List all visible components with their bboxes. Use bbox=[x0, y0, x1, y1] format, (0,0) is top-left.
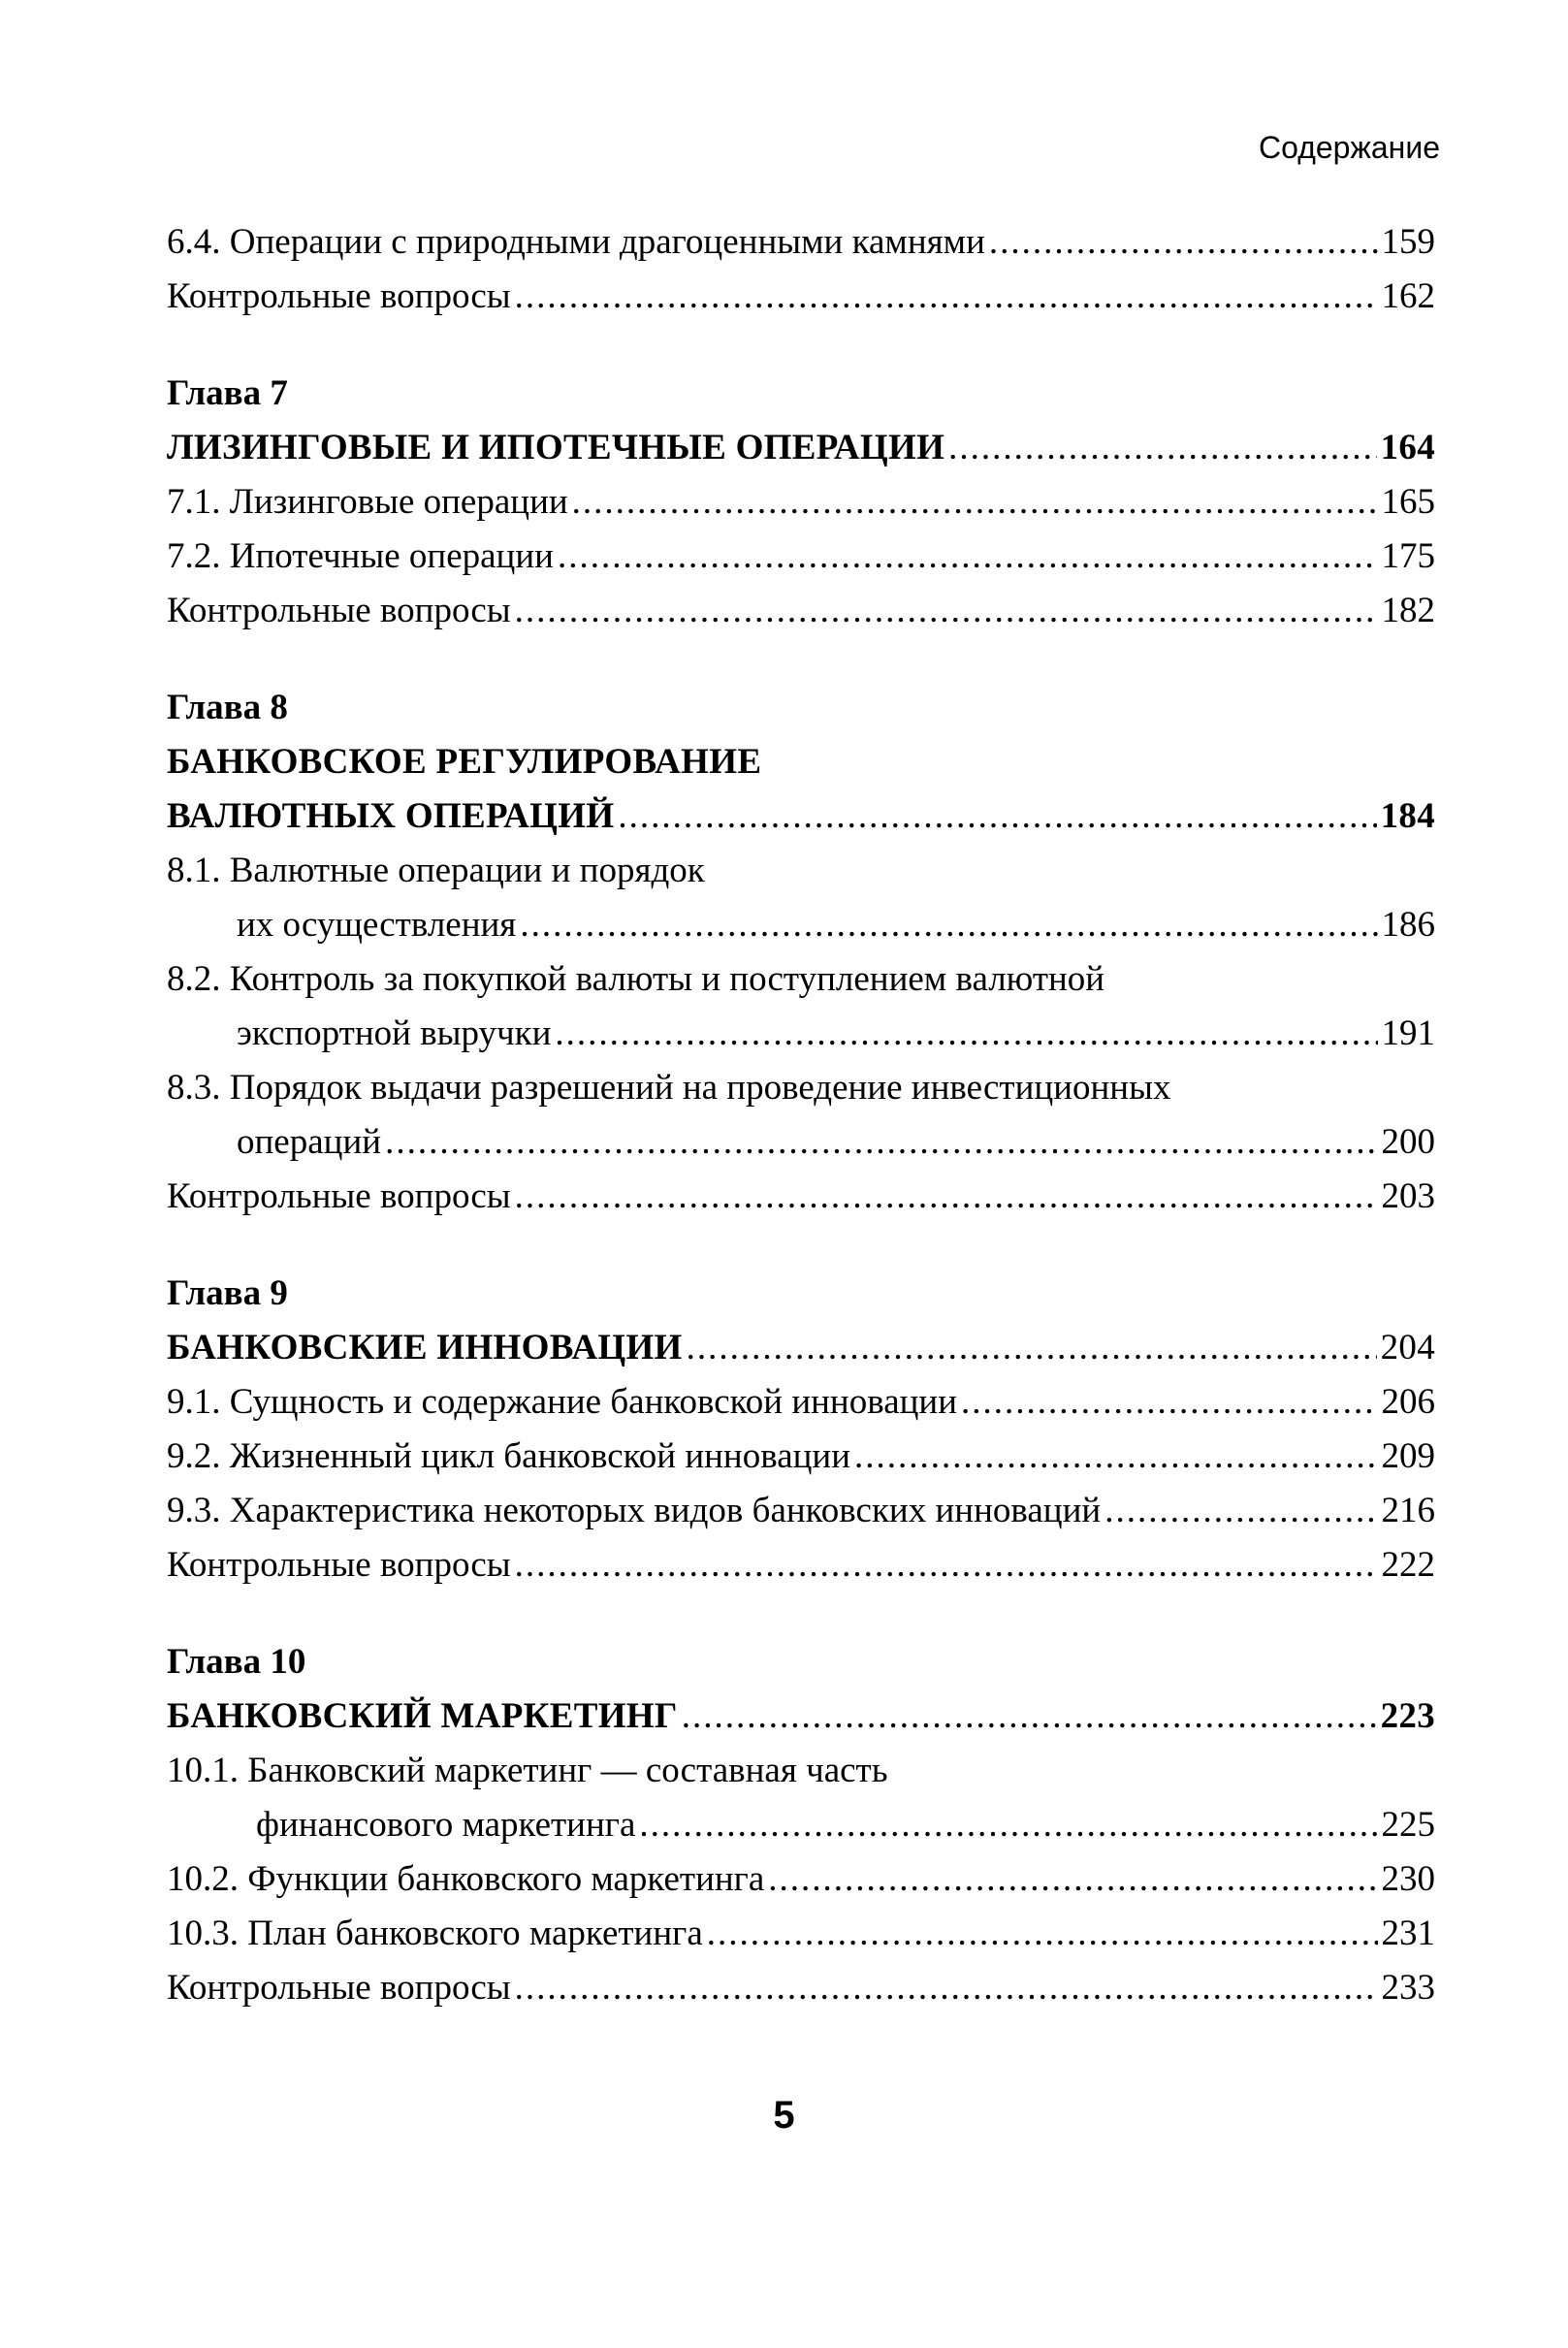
dot-leader bbox=[515, 1961, 1378, 2015]
chapter-9-label: Глава 9 bbox=[167, 1273, 288, 1313]
toc-entry-8-3 bbox=[167, 1115, 1435, 1170]
chapter-8-title-row bbox=[167, 789, 1435, 844]
toc-entry-10-2 bbox=[167, 1852, 1435, 1907]
toc-page-number: 162 bbox=[1381, 276, 1435, 316]
toc-entry-title: 10.2. Функции банковского маркетинга bbox=[167, 1859, 765, 1899]
dot-leader bbox=[682, 1689, 1377, 1744]
toc-page-number: 182 bbox=[1381, 591, 1435, 630]
toc-page-number: 225 bbox=[1381, 1805, 1435, 1845]
toc-entry-ch9-questions bbox=[167, 1538, 1435, 1592]
chapter-title: ВАЛЮТНЫХ ОПЕРАЦИЙ bbox=[167, 796, 615, 836]
toc-entry-title: финансового маркетинга bbox=[256, 1805, 636, 1845]
toc-entry-ch6-questions bbox=[167, 270, 1435, 324]
toc-page-number: 223 bbox=[1380, 1696, 1435, 1736]
chapter-8-title-line1: БАНКОВСКОЕ РЕГУЛИРОВАНИЕ bbox=[167, 742, 762, 782]
toc-entry-8-1 bbox=[167, 898, 1435, 952]
toc-entry-8-1-line1: 8.1. Валютные операции и порядок bbox=[167, 851, 705, 890]
toc-entry-6-4 bbox=[167, 215, 1435, 270]
dot-leader bbox=[520, 898, 1377, 952]
toc-page-number: 204 bbox=[1380, 1328, 1435, 1367]
toc-entry-10-3 bbox=[167, 1907, 1435, 1961]
toc-page-number: 165 bbox=[1381, 482, 1435, 522]
toc-entry-title: Контрольные вопросы bbox=[167, 276, 511, 316]
toc-page-number: 203 bbox=[1381, 1176, 1435, 1216]
toc-entry-7-2 bbox=[167, 530, 1435, 584]
dot-leader bbox=[515, 1170, 1378, 1224]
toc-page-number: 159 bbox=[1381, 222, 1435, 262]
toc-entry-title: 9.1. Сущность и содержание банковской инновации bbox=[167, 1382, 958, 1422]
toc-entry-title: Контрольные вопросы bbox=[167, 1176, 511, 1216]
toc-page-number: 206 bbox=[1381, 1382, 1435, 1422]
toc-entry-10-1-line1: 10.1. Банковский маркетинг — составная часть bbox=[167, 1751, 888, 1790]
dot-leader bbox=[989, 215, 1378, 270]
dot-leader bbox=[854, 1430, 1377, 1484]
dot-leader bbox=[572, 475, 1378, 530]
dot-leader bbox=[515, 584, 1378, 638]
chapter-title: ЛИЗИНГОВЫЕ И ИПОТЕЧНЫЕ ОПЕРАЦИИ bbox=[167, 428, 945, 467]
toc-entry-title: 10.3. План банковского маркетинга bbox=[167, 1914, 703, 1953]
chapter-10-title-row bbox=[167, 1689, 1435, 1744]
dot-leader bbox=[1104, 1484, 1377, 1538]
toc-entry-9-2 bbox=[167, 1430, 1435, 1484]
toc-page-number: 209 bbox=[1381, 1436, 1435, 1476]
chapter-7-title-row bbox=[167, 421, 1435, 475]
toc-entry-title: 9.2. Жизненный цикл банковской инновации bbox=[167, 1436, 851, 1476]
chapter-10-label: Глава 10 bbox=[167, 1642, 306, 1682]
toc-entry-ch10-questions bbox=[167, 1961, 1435, 2015]
dot-leader bbox=[687, 1321, 1377, 1375]
chapter-8-label: Глава 8 bbox=[167, 688, 288, 727]
toc-entry-title: 7.1. Лизинговые операции bbox=[167, 482, 568, 522]
toc-entry-title: 6.4. Операции с природными драгоценными камнями bbox=[167, 222, 985, 262]
table-of-contents bbox=[167, 215, 1435, 2015]
dot-leader bbox=[768, 1852, 1377, 1907]
dot-leader bbox=[515, 270, 1378, 324]
toc-page-number: 230 bbox=[1381, 1859, 1435, 1899]
toc-page-number: 216 bbox=[1381, 1491, 1435, 1530]
page-number: 5 bbox=[773, 2094, 795, 2137]
toc-page-number: 184 bbox=[1380, 796, 1435, 836]
chapter-9-title-row bbox=[167, 1321, 1435, 1375]
chapter-title: БАНКОВСКИЙ МАРКЕТИНГ bbox=[167, 1696, 678, 1736]
dot-leader bbox=[961, 1375, 1377, 1430]
toc-entry-title: 9.3. Характеристика некоторых видов банковских инноваций bbox=[167, 1491, 1102, 1530]
toc-page-number: 200 bbox=[1381, 1122, 1435, 1162]
toc-page-number: 164 bbox=[1380, 428, 1435, 467]
dot-leader bbox=[618, 789, 1376, 844]
running-header: Содержание bbox=[1258, 130, 1440, 165]
toc-page-number: 233 bbox=[1381, 1968, 1435, 2008]
toc-entry-title: 7.2. Ипотечные операции bbox=[167, 536, 554, 576]
dot-leader bbox=[639, 1798, 1377, 1852]
toc-entry-ch8-questions bbox=[167, 1170, 1435, 1224]
toc-page-number: 186 bbox=[1381, 905, 1435, 945]
toc-entry-title: операций bbox=[237, 1122, 382, 1162]
toc-entry-title: экспортной выручки bbox=[237, 1013, 552, 1053]
toc-entry-title: Контрольные вопросы bbox=[167, 1545, 511, 1585]
toc-entry-8-3-line1: 8.3. Порядок выдачи разрешений на проведение инвестиционных bbox=[167, 1068, 1171, 1108]
dot-leader bbox=[707, 1907, 1378, 1961]
dot-leader bbox=[558, 530, 1378, 584]
toc-entry-9-1 bbox=[167, 1375, 1435, 1430]
chapter-title: БАНКОВСКИЕ ИННОВАЦИИ bbox=[167, 1328, 683, 1367]
toc-entry-8-2 bbox=[167, 1007, 1435, 1061]
toc-page-number: 175 bbox=[1381, 536, 1435, 576]
toc-entry-9-3 bbox=[167, 1484, 1435, 1538]
toc-page-number: 191 bbox=[1381, 1013, 1435, 1053]
chapter-7-label: Глава 7 bbox=[167, 373, 288, 413]
toc-entry-title: их осуществления bbox=[237, 905, 517, 945]
toc-entry-8-2-line1: 8.2. Контроль за покупкой валюты и поступлением валютной bbox=[167, 959, 1105, 999]
toc-page-number: 222 bbox=[1381, 1545, 1435, 1585]
toc-entry-title: Контрольные вопросы bbox=[167, 1968, 511, 2008]
toc-entry-10-1 bbox=[167, 1798, 1435, 1852]
toc-entry-7-1 bbox=[167, 475, 1435, 530]
toc-entry-ch7-questions bbox=[167, 584, 1435, 638]
dot-leader bbox=[385, 1115, 1377, 1170]
dot-leader bbox=[515, 1538, 1378, 1592]
toc-entry-title: Контрольные вопросы bbox=[167, 591, 511, 630]
dot-leader bbox=[555, 1007, 1377, 1061]
toc-page-number: 231 bbox=[1381, 1914, 1435, 1953]
dot-leader bbox=[948, 421, 1376, 475]
